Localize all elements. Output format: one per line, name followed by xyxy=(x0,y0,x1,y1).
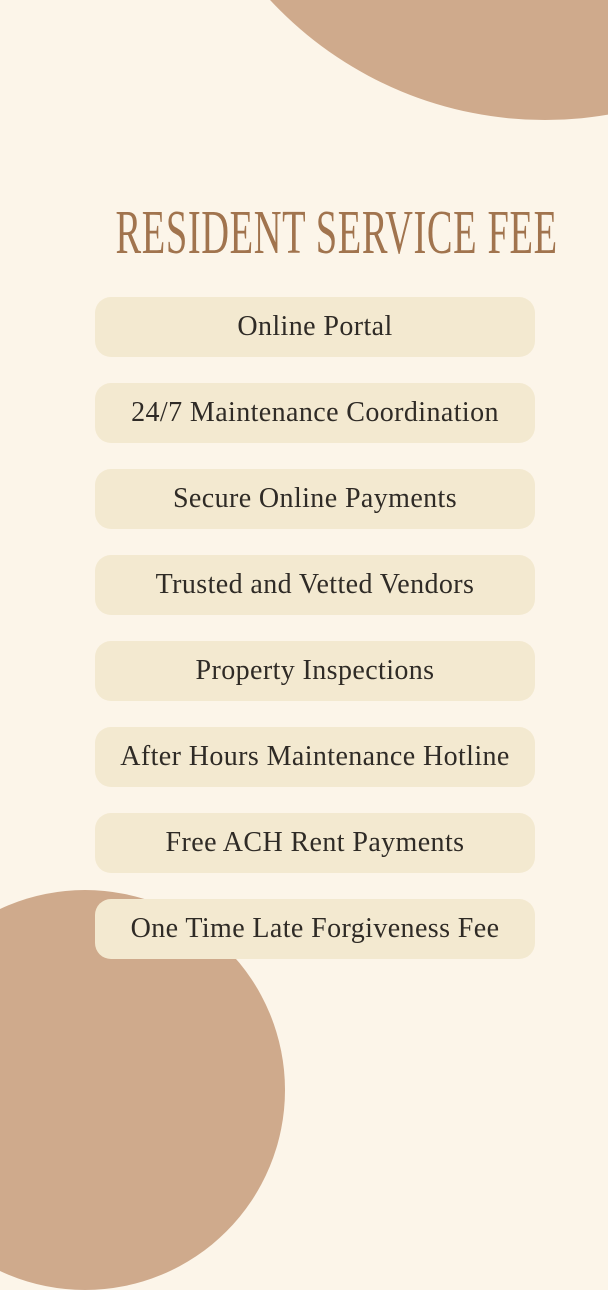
service-list xyxy=(95,297,535,985)
service-pill-maintenance-coordination: 24/7 Maintenance Coordination xyxy=(95,383,535,443)
service-pill-secure-payments: Secure Online Payments xyxy=(95,469,535,529)
service-pill-online-portal: Online Portal xyxy=(95,297,535,357)
service-pill-after-hours-hotline: After Hours Maintenance Hotline xyxy=(95,727,535,787)
service-pill-property-inspections: Property Inspections xyxy=(95,641,535,701)
decorative-circle-top-right xyxy=(170,0,608,120)
page-title: RESIDENT SERVICE FEE xyxy=(115,198,558,267)
service-pill-ach-rent-payments: Free ACH Rent Payments xyxy=(95,813,535,873)
service-pill-late-forgiveness-fee: One Time Late Forgiveness Fee xyxy=(95,899,535,959)
service-pill-vetted-vendors: Trusted and Vetted Vendors xyxy=(95,555,535,615)
